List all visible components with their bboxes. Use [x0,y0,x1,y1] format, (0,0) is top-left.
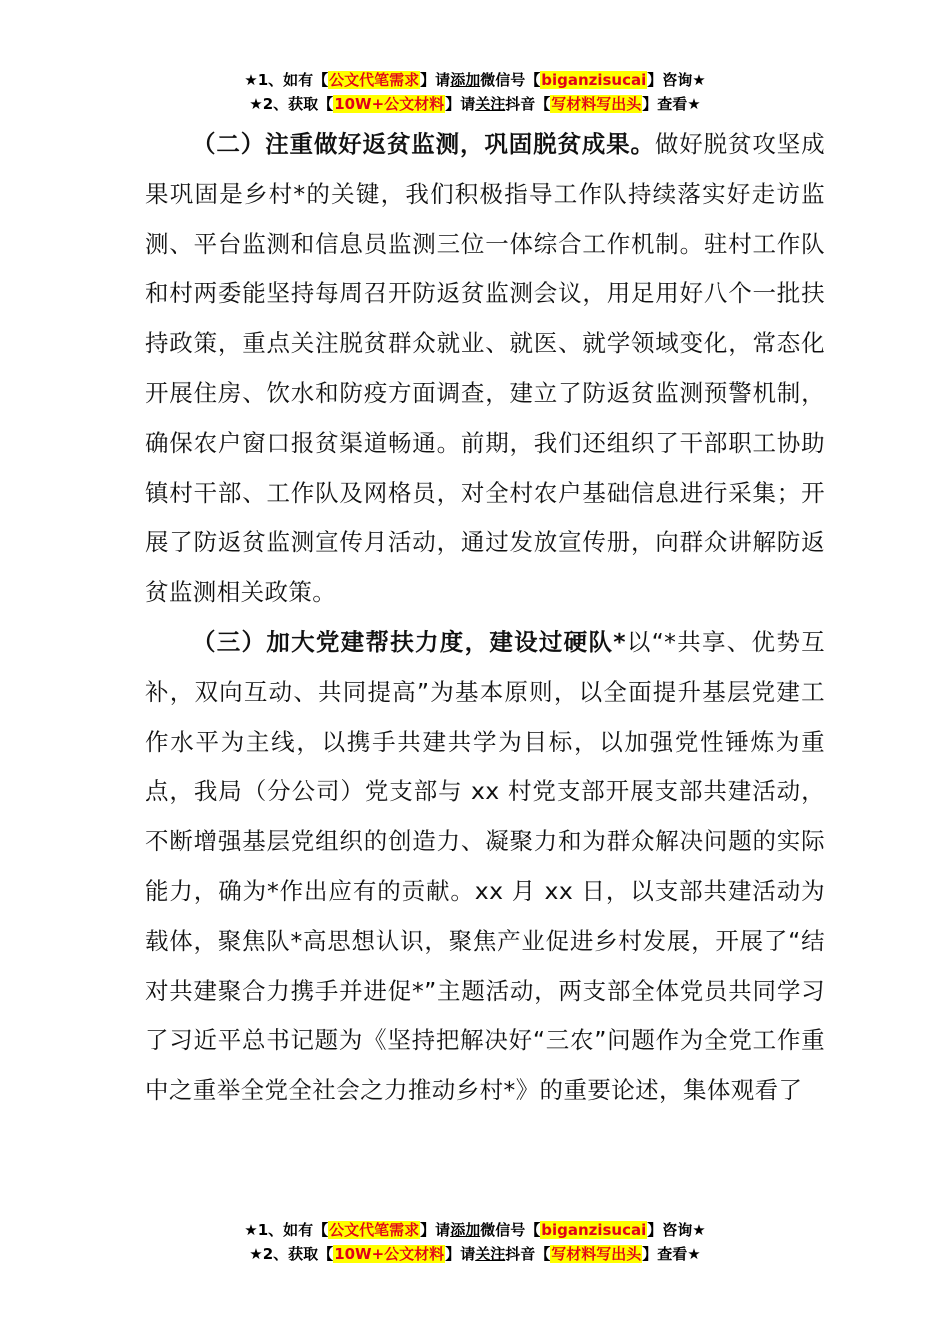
banner-text: ★1、如有【 [244,1221,329,1239]
footer-banner-line-1 [0,1218,950,1242]
section-heading: （三）加大党建帮扶力度，建设过硬队* [192,627,626,656]
banner-text: 抖音【 [505,95,551,113]
banner-text: 微信号【 [480,1221,541,1239]
document-body [145,120,825,1116]
banner-text: 】请 [445,1245,476,1263]
banner-text: 】咨询★ [647,1221,706,1239]
banner-highlight: biganzisucai [541,71,647,89]
paragraph-section-3 [145,618,825,1116]
banner-text: ★2、获取【 [249,1245,334,1263]
header-banner-line-2 [0,92,950,116]
banner-text: 微信号【 [480,71,541,89]
footer-banner-line-2 [0,1242,950,1266]
header-banner [0,68,950,116]
header-banner-line-1 [0,68,950,92]
banner-text: ★2、获取【 [249,95,334,113]
banner-text: 】请 [420,1221,451,1239]
section-heading: （二）注重做好返贫监测，巩固脱贫成果。 [192,130,655,158]
banner-text: 】咨询★ [647,71,706,89]
paragraph-section-2 [145,120,825,618]
section-body: 以“*共享、优势互补，双向互动、共同提高”为基本原则，以全面提升基层党建工作水平为主线，以携手共建共学为目标，以加强党性锤炼为重点，我局（分公司）党支部与 xx 村党支部开展支部共建活动，不断增强基层党组织的创造力、凝聚力和为群众解决问题的实际能力，确为*作出应有的贡献。xx 月 xx 日，以支部共建活动为载体，聚焦队*高思想认识，聚焦产业促进乡村发展，开展了“结对共建聚合力携手并进促*”主题活动，两支部全体党员共同学习了习近平总书记题为《坚持把解决好“三农”问题作为全党工作重中之重举全党全社会之力推动乡村*》的重要论述，集体观看了 [145,627,825,1105]
footer-banner [0,1218,950,1266]
banner-underline: 关注 [475,1245,506,1263]
banner-text: 】查看★ [642,1245,701,1263]
banner-text: 】请 [420,71,451,89]
banner-highlight: 10W+公文材料 [334,1245,445,1263]
banner-text: 抖音【 [505,1245,551,1263]
banner-underline: 添加 [450,1221,481,1239]
section-body: 做好脱贫攻坚成果巩固是乡村*的关键，我们积极指导工作队持续落实好走访监测、平台监测和信息员监测三位一体综合工作机制。驻村工作队和村两委能坚持每周召开防返贫监测会议，用足用好八个一批扶持政策，重点关注脱贫群众就业、就医、就学领域变化，常态化开展住房、饮水和防疫方面调查，建立了防返贫监测预警机制，确保农户窗口报贫渠道畅通。前期，我们还组织了干部职工协助镇村干部、工作队及网格员，对全村农户基础信息进行采集；开展了防返贫监测宣传月活动，通过发放宣传册，向群众讲解防返贫监测相关政策。 [145,130,825,607]
banner-highlight: 10W+公文材料 [334,95,445,113]
banner-underline: 关注 [475,95,506,113]
banner-highlight: 写材料写出头 [551,95,642,113]
banner-highlight: 写材料写出头 [551,1245,642,1263]
banner-highlight: 公文代笔需求 [329,71,420,89]
banner-highlight: biganzisucai [541,1221,647,1239]
banner-underline: 添加 [450,71,481,89]
banner-text: ★1、如有【 [244,71,329,89]
banner-text: 】请 [445,95,476,113]
banner-text: 】查看★ [642,95,701,113]
banner-highlight: 公文代笔需求 [329,1221,420,1239]
